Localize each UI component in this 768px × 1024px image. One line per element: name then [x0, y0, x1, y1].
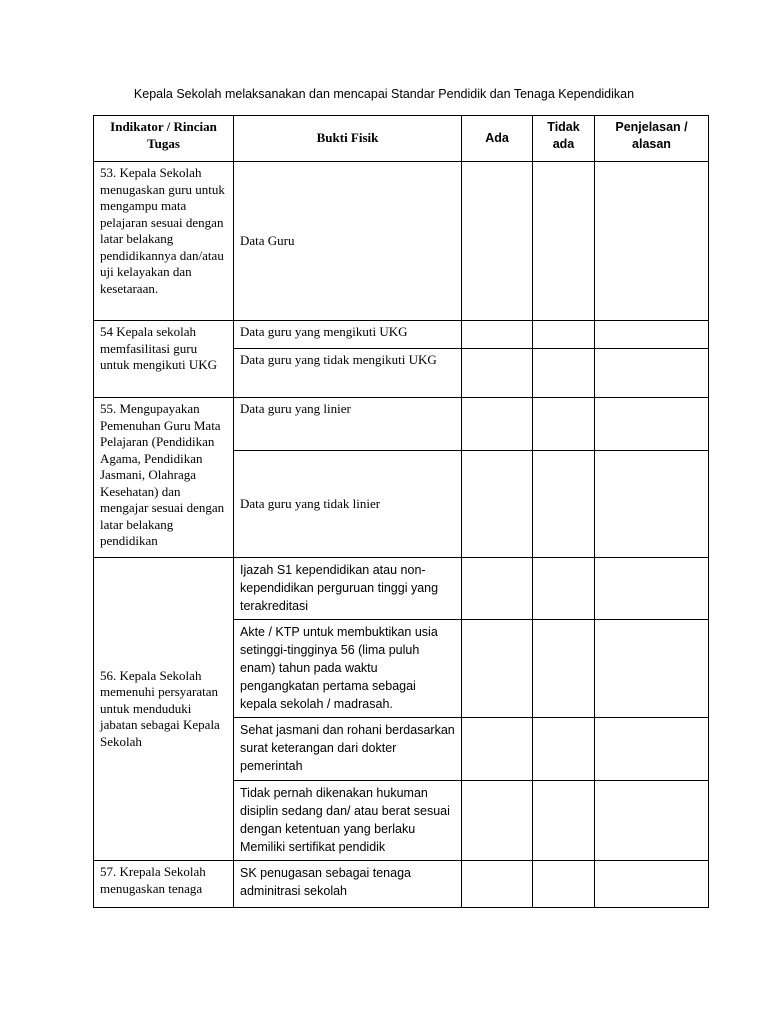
- penjelasan-cell[interactable]: [595, 781, 709, 861]
- indicator-cell: 57. Krepala Sekolah menugaskan tenaga: [94, 861, 234, 908]
- indicator-cell: 53. Kepala Sekolah menugaskan guru untuk mengampu mata pelajaran sesuai dengan latar belakang pendidikannya dan/atau uji kelayakan dan kesetaraan.: [94, 162, 234, 321]
- evidence-cell: Akte / KTP untuk membuktikan usia setinggi-tingginya 56 (lima puluh enam) tahun pada waktu pengangkatan pertama sebagai kepala sekolah / madrasah.: [234, 620, 462, 718]
- table-row: [94, 861, 709, 908]
- header-tidak-ada: Tidak ada: [533, 116, 595, 162]
- tidak-ada-cell[interactable]: [533, 398, 595, 451]
- penjelasan-cell[interactable]: [595, 861, 709, 908]
- ada-cell[interactable]: [462, 861, 533, 908]
- penjelasan-cell[interactable]: [595, 558, 709, 620]
- ada-cell[interactable]: [462, 162, 533, 321]
- penjelasan-cell[interactable]: [595, 321, 709, 349]
- evidence-cell: Data guru yang linier: [234, 398, 462, 451]
- tidak-ada-cell[interactable]: [533, 861, 595, 908]
- penjelasan-cell[interactable]: [595, 349, 709, 398]
- ada-cell[interactable]: [462, 398, 533, 451]
- table-row: [94, 398, 709, 451]
- checklist-table: [93, 115, 709, 908]
- tidak-ada-cell[interactable]: [533, 558, 595, 620]
- penjelasan-cell[interactable]: [595, 620, 709, 718]
- evidence-cell: Sehat jasmani dan rohani berdasarkan surat keterangan dari dokter pemerintah: [234, 718, 462, 781]
- indicator-cell: 55. Mengupayakan Pemenuhan Guru Mata Pelajaran (Pendidikan Agama, Pendidikan Jasmani, Olahraga Kesehatan) dan mengajar sesuai dengan latar belakang pendidikan: [94, 398, 234, 558]
- table-row: [94, 321, 709, 349]
- tidak-ada-cell[interactable]: [533, 781, 595, 861]
- indicator-cell: 54 Kepala sekolah memfasilitasi guru untuk mengikuti UKG: [94, 321, 234, 398]
- evidence-cell: Data guru yang tidak linier: [234, 451, 462, 558]
- tidak-ada-cell[interactable]: [533, 451, 595, 558]
- tidak-ada-cell[interactable]: [533, 321, 595, 349]
- header-bukti-fisik: Bukti Fisik: [234, 116, 462, 162]
- evidence-cell: SK penugasan sebagai tenaga adminitrasi sekolah: [234, 861, 462, 908]
- ada-cell[interactable]: [462, 620, 533, 718]
- evidence-cell: Ijazah S1 kependidikan atau non-kependidikan perguruan tinggi yang terakreditasi: [234, 558, 462, 620]
- ada-cell[interactable]: [462, 558, 533, 620]
- tidak-ada-cell[interactable]: [533, 620, 595, 718]
- indicator-cell: 56. Kepala Sekolah memenuhi persyaratan untuk menduduki jabatan sebagai Kepala Sekolah: [94, 558, 234, 861]
- header-penjelasan: Penjelasan / alasan: [595, 116, 709, 162]
- penjelasan-cell[interactable]: [595, 162, 709, 321]
- ada-cell[interactable]: [462, 781, 533, 861]
- evidence-cell: Data guru yang mengikuti UKG: [234, 321, 462, 349]
- penjelasan-cell[interactable]: [595, 398, 709, 451]
- tidak-ada-cell[interactable]: [533, 718, 595, 781]
- table-row: [94, 162, 709, 321]
- ada-cell[interactable]: [462, 349, 533, 398]
- evidence-cell: Tidak pernah dikenakan hukuman disiplin sedang dan/ atau berat sesuai dengan ketentuan yang berlaku Memiliki sertifikat pendidik: [234, 781, 462, 861]
- evidence-cell: Data guru yang tidak mengikuti UKG: [234, 349, 462, 398]
- header-ada: Ada: [462, 116, 533, 162]
- table-row: [94, 558, 709, 620]
- ada-cell[interactable]: [462, 321, 533, 349]
- tidak-ada-cell[interactable]: [533, 162, 595, 321]
- penjelasan-cell[interactable]: [595, 451, 709, 558]
- ada-cell[interactable]: [462, 718, 533, 781]
- header-row: [94, 116, 709, 162]
- page-title: Kepala Sekolah melaksanakan dan mencapai Standar Pendidik dan Tenaga Kependidikan: [133, 87, 635, 101]
- penjelasan-cell[interactable]: [595, 718, 709, 781]
- header-indikator: Indikator / Rincian Tugas: [94, 116, 234, 162]
- tidak-ada-cell[interactable]: [533, 349, 595, 398]
- ada-cell[interactable]: [462, 451, 533, 558]
- evidence-cell: Data Guru: [234, 162, 462, 321]
